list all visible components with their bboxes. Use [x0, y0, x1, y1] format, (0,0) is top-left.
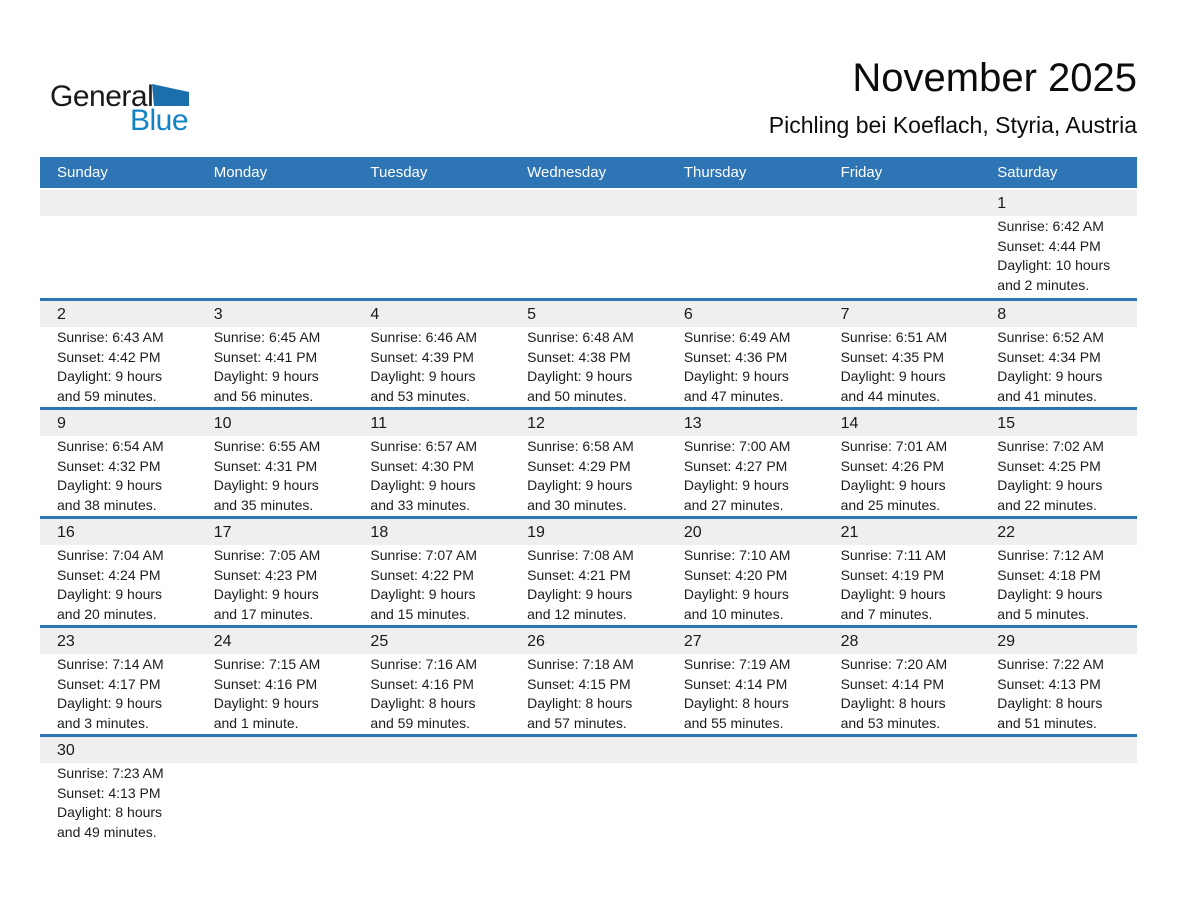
day-cell-21 [824, 545, 981, 625]
empty-day-cell [197, 763, 354, 843]
daylight-continued-line: and 17 minutes. [213, 605, 314, 622]
empty-day-cell [510, 216, 667, 298]
daylight-line: Daylight: 9 hours [997, 368, 1103, 384]
daylight-continued-line: and 38 minutes. [57, 496, 157, 513]
week-row-4 [40, 516, 1137, 625]
day-cell-26 [510, 654, 667, 734]
week-row-5 [40, 625, 1137, 734]
daylight-continued-line: and 25 minutes. [840, 496, 941, 513]
page-title: November 2025 [852, 56, 1137, 100]
daylight-continued-line: and 15 minutes. [370, 605, 471, 622]
day-number-band [40, 410, 1137, 436]
daylight-continued-line: and 57 minutes. [527, 714, 627, 731]
day-cell-1 [980, 216, 1137, 298]
day-cell-10 [197, 436, 354, 516]
empty-day-number [980, 737, 1137, 764]
day-number-8: 8 [997, 306, 1007, 323]
sunrise-line: Sunrise: 6:46 AM [370, 329, 478, 345]
day-cell-19 [510, 545, 667, 625]
daylight-continued-line: and 27 minutes. [683, 496, 784, 513]
day-cell-11 [353, 436, 510, 516]
empty-day-cell [667, 216, 824, 298]
daylight-continued-line: and 10 minutes. [683, 605, 784, 622]
empty-day-number [40, 190, 197, 217]
empty-day-cell [824, 216, 981, 298]
sunset-line: Sunset: 4:14 PM [840, 675, 945, 692]
day-cell-29 [980, 654, 1137, 734]
sunset-line: Sunset: 4:22 PM [370, 566, 474, 583]
day-content-row [40, 545, 1137, 625]
sunset-line: Sunset: 4:13 PM [997, 675, 1101, 692]
logo-triangle-icon [152, 84, 189, 106]
daylight-continued-line: and 53 minutes. [840, 714, 941, 731]
sunset-line: Sunset: 4:23 PM [213, 566, 318, 583]
sunset-line: Sunset: 4:41 PM [213, 348, 318, 365]
day-number-band [40, 737, 1137, 763]
daylight-line: Daylight: 9 hours [840, 368, 946, 384]
sunrise-line: Sunrise: 7:14 AM [57, 656, 164, 672]
day-number-22: 22 [997, 524, 1016, 541]
daylight-line: Daylight: 9 hours [213, 586, 319, 602]
day-number-1: 1 [997, 195, 1007, 212]
sunrise-line: Sunrise: 7:08 AM [527, 547, 634, 563]
day-cell-6 [667, 327, 824, 407]
day-number-15: 15 [997, 415, 1016, 432]
general-blue-logo [50, 80, 210, 140]
day-cell-5 [510, 327, 667, 407]
sunrise-line: Sunrise: 6:55 AM [213, 438, 321, 454]
daylight-continued-line: and 44 minutes. [840, 387, 941, 404]
day-cell-4 [353, 327, 510, 407]
day-number-7: 7 [840, 306, 850, 323]
sunset-line: Sunset: 4:15 PM [527, 675, 631, 692]
empty-day-cell [510, 763, 667, 843]
weekday-header-wednesday: Wednesday [527, 164, 607, 181]
daylight-continued-line: and 59 minutes. [57, 387, 157, 404]
sunset-line: Sunset: 4:19 PM [840, 566, 945, 583]
sunset-line: Sunset: 4:21 PM [527, 566, 631, 583]
empty-day-number [510, 737, 667, 764]
daylight-line: Daylight: 9 hours [527, 368, 633, 384]
sunrise-line: Sunrise: 6:58 AM [527, 438, 634, 454]
page-subtitle: Pichling bei Koeflach, Styria, Austria [768, 112, 1137, 138]
empty-day-cell [353, 216, 510, 298]
daylight-line: Daylight: 9 hours [370, 477, 476, 493]
daylight-line: Daylight: 9 hours [840, 586, 946, 602]
sunrise-line: Sunrise: 7:04 AM [57, 547, 164, 563]
empty-day-number [667, 190, 824, 217]
daylight-continued-line: and 30 minutes. [527, 496, 627, 513]
daylight-line: Daylight: 9 hours [57, 695, 163, 711]
daylight-continued-line: and 20 minutes. [57, 605, 157, 622]
sunset-line: Sunset: 4:32 PM [57, 457, 161, 474]
daylight-continued-line: and 35 minutes. [213, 496, 314, 513]
day-content-row [40, 436, 1137, 516]
sunset-line: Sunset: 4:25 PM [997, 457, 1101, 474]
sunrise-line: Sunrise: 7:19 AM [683, 656, 791, 672]
calendar [40, 157, 1137, 843]
day-number-26: 26 [527, 633, 545, 650]
week-row-3 [40, 407, 1137, 516]
empty-day-number [667, 737, 824, 764]
day-number-21: 21 [840, 524, 859, 541]
empty-day-cell [197, 216, 354, 298]
day-number-18: 18 [370, 524, 389, 541]
empty-day-number [824, 190, 981, 217]
daylight-line: Daylight: 8 hours [527, 695, 633, 711]
sunrise-line: Sunrise: 7:20 AM [840, 656, 948, 672]
daylight-line: Daylight: 9 hours [997, 586, 1103, 602]
day-number-23: 23 [57, 633, 75, 650]
daylight-continued-line: and 53 minutes. [370, 387, 471, 404]
sunrise-line: Sunrise: 7:23 AM [57, 765, 164, 781]
weekday-header-saturday: Saturday [997, 164, 1058, 181]
daylight-line: Daylight: 9 hours [213, 368, 319, 384]
daylight-line: Daylight: 9 hours [57, 368, 163, 384]
daylight-line: Daylight: 9 hours [213, 477, 319, 493]
day-number-29: 29 [997, 633, 1016, 650]
sunrise-line: Sunrise: 7:22 AM [997, 656, 1104, 672]
daylight-continued-line: and 2 minutes. [997, 276, 1090, 293]
empty-day-number [510, 190, 667, 217]
daylight-line: Daylight: 9 hours [57, 477, 163, 493]
day-number-28: 28 [840, 633, 859, 650]
sunset-line: Sunset: 4:27 PM [683, 457, 788, 474]
day-cell-9 [40, 436, 197, 516]
weekday-header-tuesday: Tuesday [370, 164, 428, 181]
sunset-line: Sunset: 4:30 PM [370, 457, 474, 474]
sunrise-line: Sunrise: 7:11 AM [840, 547, 947, 563]
sunrise-line: Sunrise: 7:18 AM [527, 656, 634, 672]
logo-blue-text: Blue [130, 104, 189, 137]
day-number-30: 30 [57, 742, 75, 759]
sunrise-line: Sunrise: 7:02 AM [997, 438, 1104, 454]
daylight-continued-line: and 50 minutes. [527, 387, 627, 404]
weekday-header-friday: Friday [840, 164, 883, 181]
day-cell-12 [510, 436, 667, 516]
daylight-line: Daylight: 9 hours [683, 368, 789, 384]
day-number-2: 2 [57, 306, 66, 323]
day-cell-28 [824, 654, 981, 734]
sunset-line: Sunset: 4:14 PM [683, 675, 788, 692]
day-number-band [40, 519, 1137, 545]
day-number-5: 5 [527, 306, 537, 323]
daylight-continued-line: and 1 minute. [213, 714, 299, 731]
empty-day-cell [980, 763, 1137, 843]
daylight-continued-line: and 12 minutes. [527, 605, 627, 622]
day-cell-15 [980, 436, 1137, 516]
sunrise-line: Sunrise: 6:48 AM [527, 329, 634, 345]
daylight-continued-line: and 7 minutes. [840, 605, 933, 622]
sunrise-line: Sunrise: 6:54 AM [57, 438, 164, 454]
sunrise-line: Sunrise: 7:10 AM [683, 547, 791, 563]
daylight-line: Daylight: 8 hours [997, 695, 1103, 711]
empty-day-cell [667, 763, 824, 843]
day-cell-8 [980, 327, 1137, 407]
sunset-line: Sunset: 4:35 PM [840, 348, 945, 365]
sunrise-line: Sunrise: 7:07 AM [370, 547, 478, 563]
sunset-line: Sunset: 4:31 PM [213, 457, 318, 474]
sunset-line: Sunset: 4:20 PM [683, 566, 788, 583]
day-number-4: 4 [370, 306, 380, 323]
sunset-line: Sunset: 4:16 PM [213, 675, 318, 692]
day-number-10: 10 [213, 415, 232, 432]
sunset-line: Sunset: 4:38 PM [527, 348, 631, 365]
daylight-line: Daylight: 9 hours [683, 477, 789, 493]
daylight-continued-line: and 56 minutes. [213, 387, 314, 404]
sunrise-line: Sunrise: 6:52 AM [997, 329, 1104, 345]
sunrise-line: Sunrise: 6:57 AM [370, 438, 478, 454]
sunset-line: Sunset: 4:34 PM [997, 348, 1101, 365]
day-number-12: 12 [527, 415, 545, 432]
day-cell-13 [667, 436, 824, 516]
sunrise-line: Sunrise: 7:00 AM [683, 438, 791, 454]
weekday-header-thursday: Thursday [683, 164, 747, 181]
empty-day-number [197, 190, 354, 217]
empty-day-number [353, 737, 510, 764]
sunrise-line: Sunrise: 6:43 AM [57, 329, 164, 345]
day-number-24: 24 [213, 633, 232, 650]
daylight-line: Daylight: 10 hours [997, 257, 1111, 273]
empty-day-cell [40, 216, 197, 298]
day-cell-27 [667, 654, 824, 734]
daylight-continued-line: and 3 minutes. [57, 714, 149, 731]
day-cell-2 [40, 327, 197, 407]
daylight-line: Daylight: 9 hours [527, 586, 633, 602]
daylight-continued-line: and 59 minutes. [370, 714, 471, 731]
day-number-13: 13 [683, 415, 702, 432]
empty-day-number [353, 190, 510, 217]
calendar-weeks [40, 190, 1137, 843]
sunrise-line: Sunrise: 6:49 AM [683, 329, 791, 345]
sunset-line: Sunset: 4:16 PM [370, 675, 474, 692]
sunset-line: Sunset: 4:29 PM [527, 457, 631, 474]
day-number-20: 20 [683, 524, 702, 541]
sunset-line: Sunset: 4:36 PM [683, 348, 788, 365]
empty-day-number [824, 737, 981, 764]
sunset-line: Sunset: 4:24 PM [57, 566, 161, 583]
sunset-line: Sunset: 4:18 PM [997, 566, 1101, 583]
empty-day-cell [824, 763, 981, 843]
daylight-continued-line: and 41 minutes. [997, 387, 1097, 404]
day-number-band [40, 301, 1137, 327]
sunrise-line: Sunrise: 6:42 AM [997, 218, 1104, 234]
day-number-11: 11 [370, 415, 388, 432]
day-content-row [40, 654, 1137, 734]
sunrise-line: Sunrise: 7:16 AM [370, 656, 478, 672]
daylight-line: Daylight: 9 hours [527, 477, 633, 493]
week-row-6 [40, 734, 1137, 843]
daylight-line: Daylight: 9 hours [57, 586, 163, 602]
daylight-line: Daylight: 9 hours [213, 695, 319, 711]
week-row-2 [40, 298, 1137, 407]
day-cell-24 [197, 654, 354, 734]
sunset-line: Sunset: 4:13 PM [57, 784, 161, 801]
day-number-band [40, 190, 1137, 216]
sunset-line: Sunset: 4:44 PM [997, 237, 1101, 254]
day-cell-18 [353, 545, 510, 625]
day-cell-25 [353, 654, 510, 734]
day-cell-22 [980, 545, 1137, 625]
daylight-line: Daylight: 8 hours [683, 695, 789, 711]
day-content-row [40, 763, 1137, 843]
day-cell-7 [824, 327, 981, 407]
day-number-17: 17 [213, 524, 232, 541]
daylight-continued-line: and 51 minutes. [997, 714, 1097, 731]
daylight-continued-line: and 22 minutes. [997, 496, 1097, 513]
sunrise-line: Sunrise: 7:01 AM [840, 438, 948, 454]
day-number-14: 14 [840, 415, 859, 432]
day-number-band [40, 628, 1137, 654]
sunrise-line: Sunrise: 6:45 AM [213, 329, 321, 345]
sunset-line: Sunset: 4:42 PM [57, 348, 161, 365]
empty-day-cell [353, 763, 510, 843]
day-cell-17 [197, 545, 354, 625]
daylight-continued-line: and 47 minutes. [683, 387, 784, 404]
sunrise-line: Sunrise: 7:12 AM [997, 547, 1104, 563]
daylight-line: Daylight: 9 hours [840, 477, 946, 493]
daylight-line: Daylight: 9 hours [370, 586, 476, 602]
weekday-header-sunday: Sunday [57, 164, 108, 181]
day-cell-3 [197, 327, 354, 407]
day-content-row [40, 327, 1137, 407]
logo-general-text: General [50, 80, 154, 113]
daylight-continued-line: and 5 minutes. [997, 605, 1090, 622]
daylight-line: Daylight: 8 hours [370, 695, 476, 711]
day-content-row [40, 216, 1137, 298]
weekday-header-monday: Monday [213, 164, 268, 181]
daylight-continued-line: and 49 minutes. [57, 823, 157, 840]
day-cell-30 [40, 763, 197, 843]
daylight-line: Daylight: 9 hours [997, 477, 1103, 493]
sunset-line: Sunset: 4:17 PM [57, 675, 161, 692]
day-number-16: 16 [57, 524, 75, 541]
weekday-header-row [40, 157, 1137, 188]
sunset-line: Sunset: 4:39 PM [370, 348, 474, 365]
day-number-6: 6 [683, 306, 693, 323]
day-number-27: 27 [683, 633, 702, 650]
daylight-line: Daylight: 9 hours [683, 586, 789, 602]
day-cell-23 [40, 654, 197, 734]
sunset-line: Sunset: 4:26 PM [840, 457, 945, 474]
sunrise-line: Sunrise: 6:51 AM [840, 329, 948, 345]
day-cell-16 [40, 545, 197, 625]
day-number-9: 9 [57, 415, 66, 432]
sunrise-line: Sunrise: 7:05 AM [213, 547, 321, 563]
sunrise-line: Sunrise: 7:15 AM [213, 656, 321, 672]
daylight-line: Daylight: 9 hours [370, 368, 476, 384]
week-row-1 [40, 190, 1137, 298]
empty-day-number [197, 737, 354, 764]
day-number-25: 25 [370, 633, 389, 650]
day-cell-20 [667, 545, 824, 625]
daylight-continued-line: and 33 minutes. [370, 496, 471, 513]
daylight-continued-line: and 55 minutes. [683, 714, 784, 731]
daylight-line: Daylight: 8 hours [57, 804, 163, 820]
day-number-3: 3 [213, 306, 223, 323]
daylight-line: Daylight: 8 hours [840, 695, 946, 711]
day-number-19: 19 [527, 524, 545, 541]
day-cell-14 [824, 436, 981, 516]
